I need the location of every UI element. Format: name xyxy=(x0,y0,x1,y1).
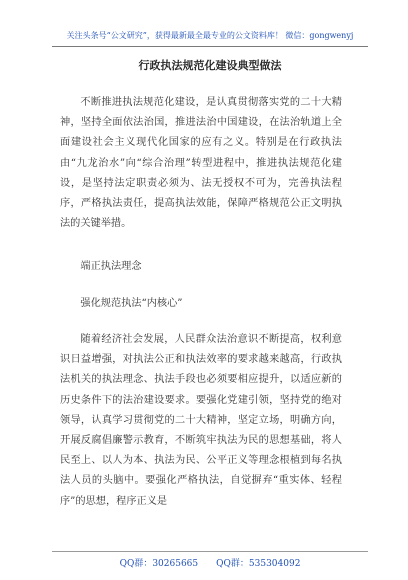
page-header: 关注头条号“公文研究”，获得最新最全最专业的公文资料库！ 微信：gongwenyj xyxy=(66,31,354,40)
header-divider xyxy=(52,46,368,47)
section-heading: 端正执法理念 xyxy=(80,261,142,272)
paragraph-body: 随着经济社会发展，人民群众法治意识不断提高，权利意识日益增强，对执法公正和执法效率的要求越来越高，行政执法机关的执法理念、执法手段也必须要相应提升，以适应新的历史条件下的法治建设要求。要强化党建引领，坚持党的绝对领导，认真学习贯彻党的二十大精神，坚定立场，明确方向，开展反腐倡廉警示教育，不断筑牢执法为民的思想基础，将人民至上、以人为本、执法为民、公平正义等理念根植到每名执法人员的头脑中。要强化严格执法，自觉摒弃“重实体、轻程序”的思想，程序正义是 xyxy=(60,334,342,507)
document-title: 行政执法规范化建设典型做法 xyxy=(138,59,282,72)
page-footer: QQ群：30265665 QQ群：535304092 xyxy=(119,559,301,569)
footer-divider xyxy=(52,551,368,552)
paragraph-intro: 不断推进执法规范化建设，是认真贯彻落实党的二十大精神，坚持全面依法治国，推进法治中国建设，在法治轨道上全面建设社会主义现代化国家的应有之义。特别是在行政执法由“九龙治水”向“综合治理”转型进程中，推进执法规范化建设，是坚持法定职责必须为、法无授权不可为，完善执法程序，严格执法责任，提高执法效能，保障严格规范公正文明执法的关键举措。 xyxy=(60,97,342,230)
subsection-heading: 强化规范执法“内核心” xyxy=(80,298,183,309)
